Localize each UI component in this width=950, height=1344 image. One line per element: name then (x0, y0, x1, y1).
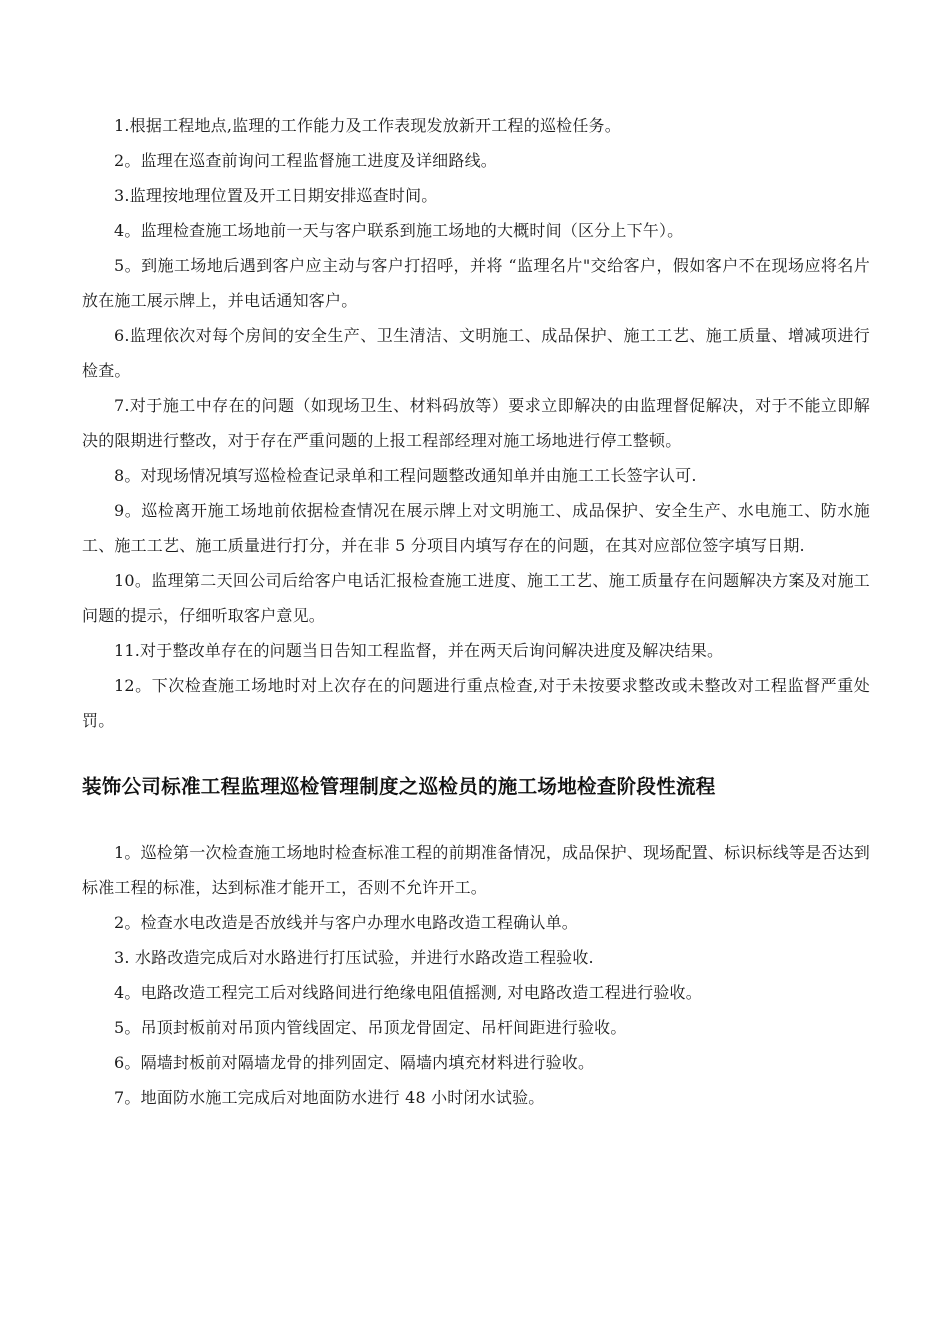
paragraph-item-8: 8。对现场情况填写巡检检查记录单和工程问题整改通知单并由施工工长签字认可. (114, 466, 697, 485)
paragraph-item-6: 6.监理依次对每个房间的安全生产、卫生清洁、文明施工、成品保护、施工工艺、施工质量、增减项进行检查。 (82, 326, 870, 380)
paragraph-item-3: 3.监理按地理位置及开工日期安排巡查时间。 (114, 186, 438, 205)
section-heading: 装饰公司标准工程监理巡检管理制度之巡检员的施工场地检查阶段性流程 (82, 775, 716, 798)
paragraph-item-7: 7.对于施工中存在的问题（如现场卫生、材料码放等）要求立即解决的由监理督促解决，对于不能立即解决的限期进行整改，对于存在严重问题的上报工程部经理对施工场地进行停工整顿。 (82, 396, 870, 450)
paragraph-item-2: 2。监理在巡查前询问工程监督施工进度及详细路线。 (114, 151, 497, 170)
paragraph-item-1: 1.根据工程地点,监理的工作能力及工作表现发放新开工程的巡检任务。 (114, 116, 621, 135)
stage-item-4: 4。电路改造工程完工后对线路间进行绝缘电阻值摇测, 对电路改造工程进行验收。 (114, 983, 702, 1002)
stage-item-6: 6。隔墙封板前对隔墙龙骨的排列固定、隔墙内填充材料进行验收。 (114, 1053, 595, 1072)
stage-item-2: 2。检查水电改造是否放线并与客户办理水电路改造工程确认单。 (114, 913, 578, 932)
stage-item-1: 1。巡检第一次检查施工场地时检查标准工程的前期准备情况，成品保护、现场配置、标识标线等是否达到标准工程的标准，达到标准才能开工，否则不允许开工。 (82, 843, 870, 897)
stage-item-5: 5。吊顶封板前对吊顶内管线固定、吊顶龙骨固定、吊杆间距进行验收。 (114, 1018, 627, 1037)
paragraph-item-12: 12。下次检查施工场地时对上次存在的问题进行重点检查,对于未按要求整改或未整改对工程监督严重处罚。 (82, 676, 870, 730)
paragraph-item-9: 9。巡检离开施工场地前依据检查情况在展示牌上对文明施工、成品保护、安全生产、水电施工、防水施工、施工工艺、施工质量进行打分，并在非 5 分项目内填写存在的问题，在其对应部位签字填写日期. (82, 501, 870, 555)
paragraph-item-4: 4。监理检查施工场地前一天与客户联系到施工场地的大概时间（区分上下午）。 (114, 221, 684, 240)
paragraph-item-11: 11.对于整改单存在的问题当日告知工程监督，并在两天后询问解决进度及解决结果。 (114, 641, 724, 660)
document-page (82, 108, 870, 1115)
paragraph-item-5: 5。到施工场地后遇到客户应主动与客户打招呼，并将 “监理名片"交给客户，假如客户不在现场应将名片放在施工展示牌上，并电话通知客户。 (82, 256, 870, 310)
section-inspection-procedure (82, 108, 870, 738)
stage-item-3: 3. 水路改造完成后对水路进行打压试验，并进行水路改造工程验收. (114, 948, 594, 967)
stage-item-7: 7。地面防水施工完成后对地面防水进行 48 小时闭水试验。 (114, 1088, 545, 1107)
section-stage-inspection (82, 835, 870, 1115)
paragraph-item-10: 10。监理第二天回公司后给客户电话汇报检查施工进度、施工工艺、施工质量存在问题解决方案及对施工问题的提示，仔细听取客户意见。 (82, 571, 870, 625)
